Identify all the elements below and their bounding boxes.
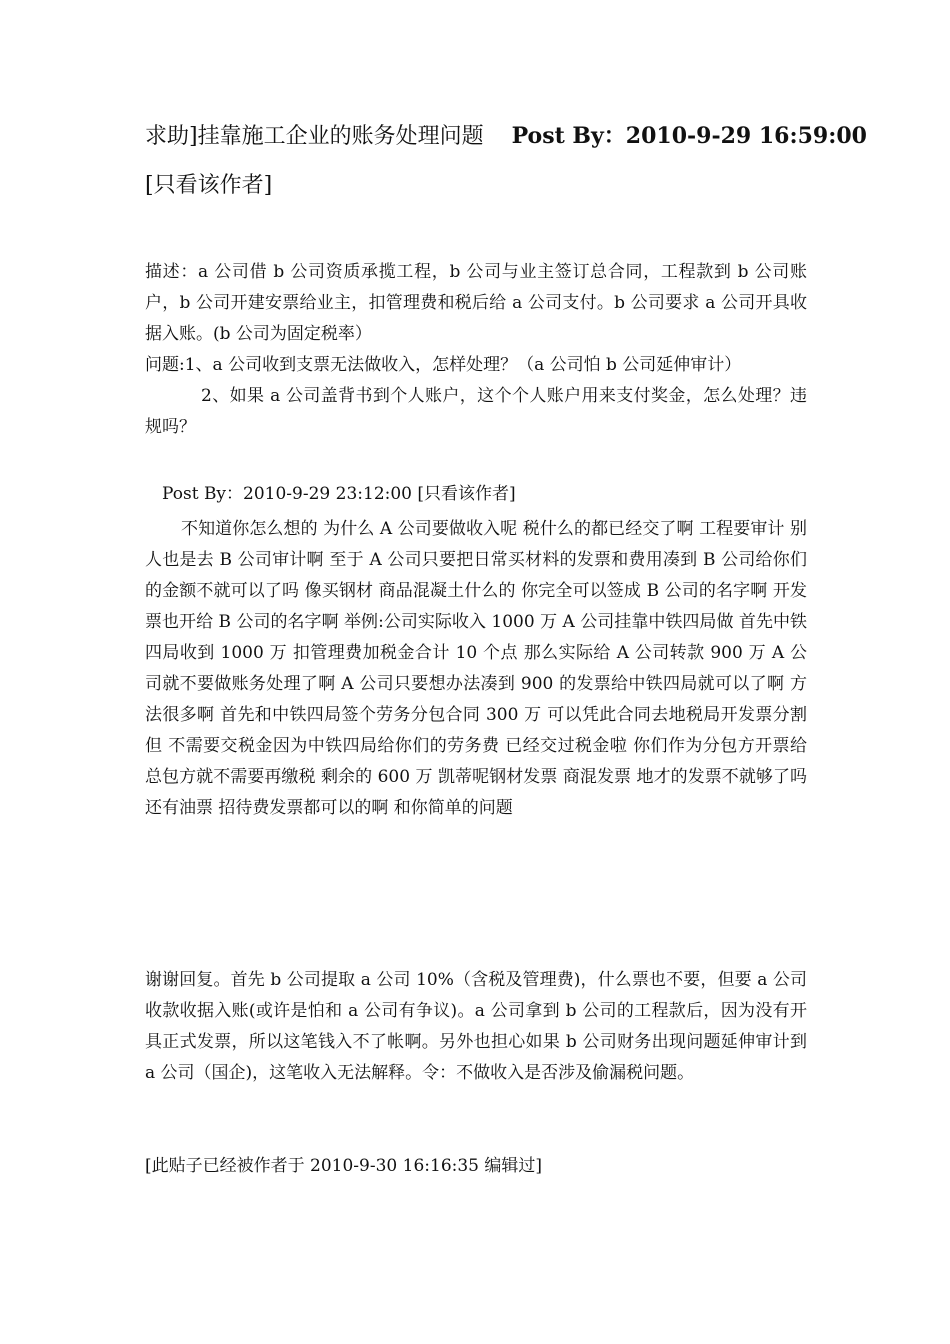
question-description: 描述：a 公司借 b 公司资质承揽工程，b 公司与业主签订总合同，工程款到 b 公司账户，b 公司开建安票给业主，扣管理费和税后给 a 公司支付。b 公司要求 a 公司开具收据入账。(b 公司为固定税率） xyxy=(145,262,807,344)
reply-text: 不知道你怎么想的 为什么 A 公司要做收入呢 税什么的都已经交了啊 工程要审计 别人也是去 B 公司审计啊 至于 A 公司只要把日常买材料的发票和费用凑到 B 公司给你们的金额不就可以了吗 像买钢材 商品混凝土什么的 你完全可以签成 B 公司的名字啊 开发票也开给 B 公司的名字啊 举例:公司实际收入 1000 万 A 公司挂靠中铁四局做 首先中铁四局收到 1000 万 扣管理费加税金合计 10 个点 那么实际给 A 公司转款 900 万 A 公司就不要做账务处理了啊 A 公司只要想办法凑到 900 的发票给中铁四局就可以了啊 方法很多啊 首先和中铁四局签个劳务分包合同 300 万 可以凭此合同去地税局开发票分割但 不需要交税金因为中铁四局给你们的劳务费 已经交过税金啦 你们作为分包方开票给总包方就不需要再缴税 剩余的 600 万 凯蒂呢钢材发票 商混发票 地才的发票不就够了吗 还有油票 招待费发票都可以的啊 和你简单的问题 xyxy=(145,519,807,818)
reply-body xyxy=(145,514,807,824)
post-header xyxy=(145,120,867,153)
author-only-link[interactable]: [只看该作者] xyxy=(145,173,273,198)
post-title: 求助]挂靠施工企业的账务处理问题 xyxy=(145,124,484,149)
edit-note: [此贴子已经被作者于 2010-9-30 16:16:35 编辑过] xyxy=(145,1156,543,1176)
followup-text: 谢谢回复。首先 b 公司提取 a 公司 10%（含税及管理费)，什么票也不要，但要 a 公司收款收据入账(或许是怕和 a 公司有争议)。a 公司拿到 b 公司的工程款后，因为没有开具正式发票，所以这笔钱入不了帐啊。另外也担心如果 b 公司财务出现问题延伸审计到 a 公司（国企)，这笔收入无法解释。令：不做收入是否涉及偷漏税问题。 xyxy=(145,970,807,1083)
question-item-2: 2、如果 a 公司盖背书到个人账户，这个个人账户用来支付奖金，怎么处理？违规吗？ xyxy=(145,386,807,437)
followup-body xyxy=(145,965,807,1089)
post-meta: Post By：2010-9-29 16:59:00 xyxy=(511,123,867,149)
question-section xyxy=(145,257,807,443)
question-item-1: 问题:1、a 公司收到支票无法做收入，怎样处理？（a 公司怕 b 公司延伸审计） xyxy=(145,355,742,375)
reply-meta: Post By：2010-9-29 23:12:00 [只看该作者] xyxy=(162,484,516,504)
